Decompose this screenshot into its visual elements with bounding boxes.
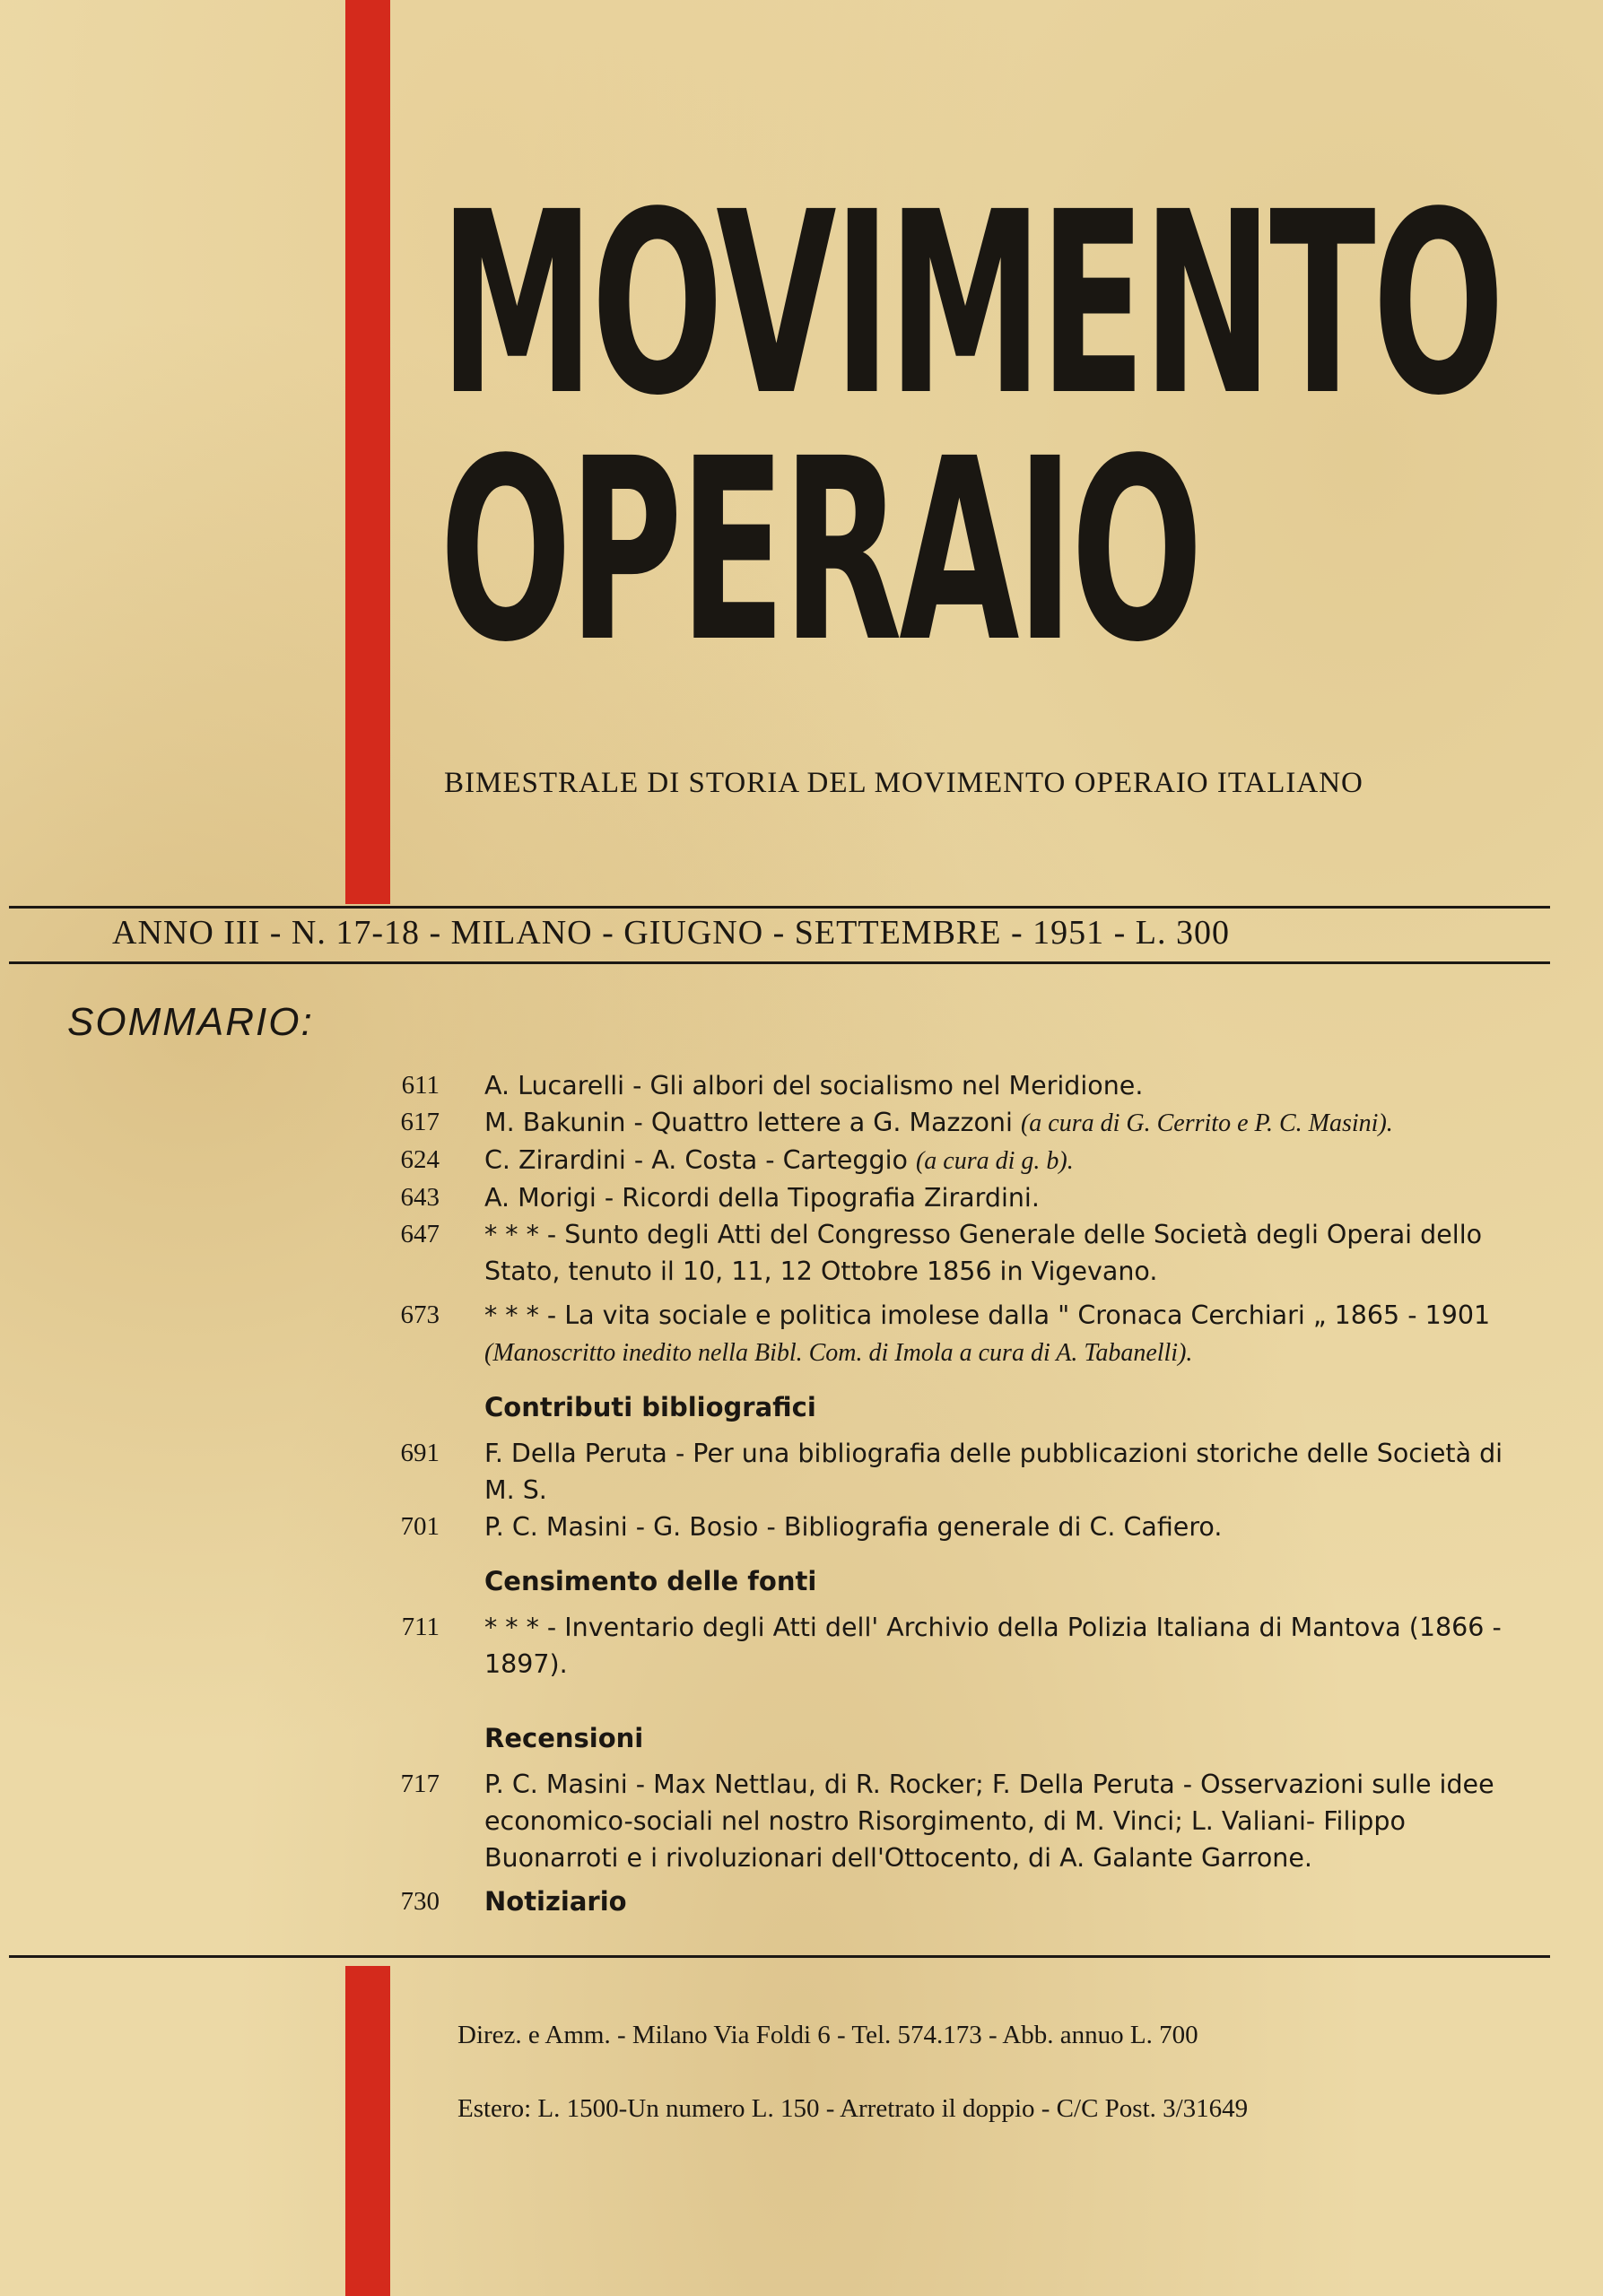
masthead-line-1: MOVIMENTO (440, 159, 1502, 451)
toc-text: C. Zirardini - A. Costa - Carteggio (a cura di g. b). (484, 1145, 1074, 1175)
toc-page: 717 (400, 1770, 440, 1798)
section-heading-recensioni: Recensioni (484, 1723, 644, 1753)
toc-entry (341, 1179, 1507, 1216)
issue-line: ANNO III - N. 17-18 - MILANO - GIUGNO - SETTEMBRE - 1951 - L. 300 (112, 914, 1230, 952)
rule-top (9, 906, 1550, 909)
footer-address: Direz. e Amm. - Milano Via Foldi 6 - Tel. 574.173 - Abb. annuo L. 700 (457, 2021, 1198, 2049)
toc-page: 647 (400, 1220, 440, 1248)
rule-below-issue (9, 961, 1550, 964)
toc-page: 673 (400, 1300, 440, 1329)
toc-page: 701 (400, 1512, 440, 1541)
toc-text: A. Morigi - Ricordi della Tipografia Zirardini. (484, 1183, 1040, 1213)
toc-page: 643 (400, 1183, 440, 1212)
toc-text: F. Della Peruta - Per una bibliografia delle pubblicazioni storiche delle Società di M. S. (484, 1439, 1503, 1505)
red-vertical-bar-top (345, 0, 390, 904)
toc-text: A. Lucarelli - Gli albori del socialismo nel Meridione. (484, 1071, 1144, 1100)
toc-page: 624 (400, 1145, 440, 1174)
footer-prices: Estero: L. 1500-Un numero L. 150 - Arretrato il doppio - C/C Post. 3/31649 (457, 2094, 1249, 2123)
rule-bottom (9, 1955, 1550, 1958)
sommario-label: SOMMARIO: (67, 1000, 314, 1044)
toc-entry (341, 1067, 1507, 1104)
toc-note: (Manoscritto inedito nella Bibl. Com. di Imola a cura di A. Tabanelli). (484, 1339, 1193, 1367)
toc-text: * * * - Inventario degli Atti dell' Archivio della Polizia Italiana di Mantova (1866 - 1897). (484, 1613, 1502, 1679)
toc-text: * * * - La vita sociale e politica imolese dalla " Cronaca Cerchiari „ 1865 - 1901 (Manoscritto inedito nella Bibl. Com. di Imola a cura di A. Tabanelli). (484, 1300, 1491, 1367)
toc-page: 617 (400, 1108, 440, 1136)
section-heading-bibliografici: Contributi bibliografici (484, 1392, 816, 1422)
red-vertical-bar-bottom (345, 1966, 390, 2296)
masthead-line-2: OPERAIO (440, 405, 1200, 698)
toc-page: 730 (400, 1887, 440, 1916)
toc-text: Notiziario (484, 1886, 627, 1917)
toc-note: (a cura di g. b). (915, 1147, 1074, 1175)
toc-entry (341, 1609, 1507, 1683)
section-heading-fonti: Censimento delle fonti (484, 1566, 817, 1596)
subtitle: BIMESTRALE DI STORIA DEL MOVIMENTO OPERAIO ITALIANO (444, 767, 1363, 799)
toc-text: M. Bakunin - Quattro lettere a G. Mazzoni (a cura di G. Cerrito e P. C. Masini). (484, 1108, 1393, 1137)
toc-text: P. C. Masini - Max Nettlau, di R. Rocker; F. Della Peruta - Osservazioni sulle idee economico-sociali nel nostro Risorgimento, di M. Vinci; L. Valiani- Filippo Buonarroti e i rivoluzionari dell'Ottocento, di A. Galante Garrone. (484, 1770, 1494, 1873)
toc-entry (341, 1766, 1507, 1876)
toc-entry (341, 1509, 1507, 1545)
toc-page: 691 (400, 1439, 440, 1467)
toc-entry (341, 1216, 1507, 1290)
toc-entry-notiziario (341, 1883, 1507, 1920)
toc-page: 611 (401, 1071, 440, 1100)
toc-entry (341, 1435, 1507, 1509)
toc-entry (341, 1297, 1507, 1371)
table-of-contents (341, 1067, 1507, 1920)
toc-text: * * * - Sunto degli Atti del Congresso Generale delle Società degli Operai dello Stato, tenuto il 10, 11, 12 Ottobre 1856 in Vigevano. (484, 1220, 1483, 1286)
toc-note: (a cura di G. Cerrito e P. C. Masini). (1020, 1109, 1393, 1137)
toc-text: P. C. Masini - G. Bosio - Bibliografia generale di C. Cafiero. (484, 1512, 1223, 1542)
toc-entry (341, 1104, 1507, 1142)
toc-page: 711 (401, 1613, 440, 1641)
toc-entry (341, 1142, 1507, 1179)
